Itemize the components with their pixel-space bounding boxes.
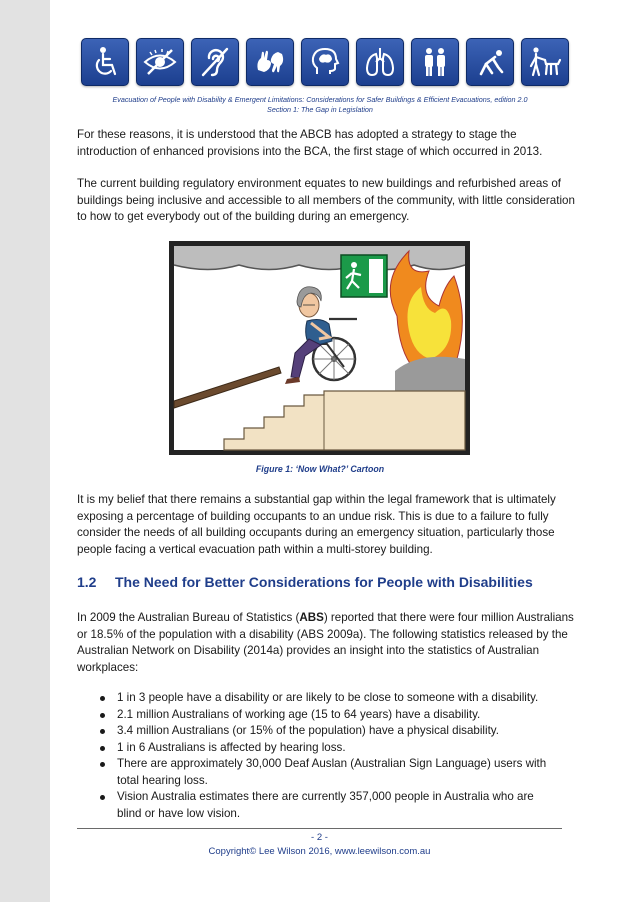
list-item: 1 in 6 Australians is affected by hearing loss. xyxy=(97,740,557,757)
disability-icon-row xyxy=(81,38,569,86)
hearing-loss-icon xyxy=(191,38,239,86)
document-title-line: Evacuation of People with Disability & Emergent Limitations: Considerations for Safer Buildings & Efficient Evacuations, edition 2.0 xyxy=(112,95,528,104)
section-title: The Need for Better Considerations for People with Disabilities xyxy=(115,574,533,590)
crawling-person-icon xyxy=(466,38,514,86)
list-item: Vision Australia estimates there are currently 357,000 people in Australia who are blind or have low vision. xyxy=(97,789,557,822)
footer-divider xyxy=(77,828,562,829)
section-line: Section 1: The Gap in Legislation xyxy=(267,105,373,114)
low-vision-icon xyxy=(136,38,184,86)
list-item: There are approximately 30,000 Deaf Auslan (Australian Sign Language) users with total hearing loss. xyxy=(97,756,557,789)
guide-dog-icon xyxy=(521,38,569,86)
list-item: 2.1 million Australians of working age (15 to 64 years) have a disability. xyxy=(97,707,557,724)
sign-language-icon xyxy=(246,38,294,86)
figure-caption: Figure 1: ‘Now What?’ Cartoon xyxy=(255,464,385,474)
list-item: 1 in 3 people have a disability or are likely to be close to someone with a disability. xyxy=(97,690,557,707)
now-what-cartoon xyxy=(169,241,470,455)
abs-text-end: ) reported that there were four million Australians or 18.5% of the population with a disability (ABS 2009a). The following statistics released by the Australian Network on Disability (2014a) provides an insight into the statistics of Australian workplaces: xyxy=(77,611,574,674)
people-icon xyxy=(411,38,459,86)
abs-text-start: In 2009 the Australian Bureau of Statistics ( xyxy=(77,611,300,624)
lungs-icon xyxy=(356,38,404,86)
document-page xyxy=(50,0,638,902)
section-number: 1.2 xyxy=(77,574,97,590)
statistics-list xyxy=(97,690,557,822)
paragraph-legal-gap: It is my belief that there remains a substantial gap within the legal framework that is ultimately exposing a percentage of building occupants to an undue risk. This is due to a failure to fully consider the needs of all building occupants during an emergency situation, particularly those people facing a vertical evacuation path within a multi-storey building. xyxy=(77,493,556,556)
wheelchair-icon xyxy=(81,38,129,86)
section-heading xyxy=(77,574,533,590)
cognitive-icon xyxy=(301,38,349,86)
copyright-notice: Copyright© Lee Wilson 2016, www.leewilson.com.au xyxy=(208,846,431,857)
abs-abbreviation: ABS xyxy=(299,611,324,624)
paragraph-regulatory-environment: The current building regulatory environment equates to new buildings and refurbished areas of buildings being inclusive and accessible to all members of the community, with little consideration to how to get everybody out of the building during an emergency. xyxy=(77,177,575,223)
page-number: - 2 - xyxy=(311,832,328,843)
paragraph-abcb-strategy: For these reasons, it is understood that the ABCB has adopted a strategy to stage the introduction of enhanced provisions into the BCA, the first stage of which occurred in 2013. xyxy=(77,128,543,158)
paragraph-abs-statistics xyxy=(77,610,577,676)
left-margin-band xyxy=(0,0,50,902)
list-item: 3.4 million Australians (or 15% of the population) have a physical disability. xyxy=(97,723,557,740)
